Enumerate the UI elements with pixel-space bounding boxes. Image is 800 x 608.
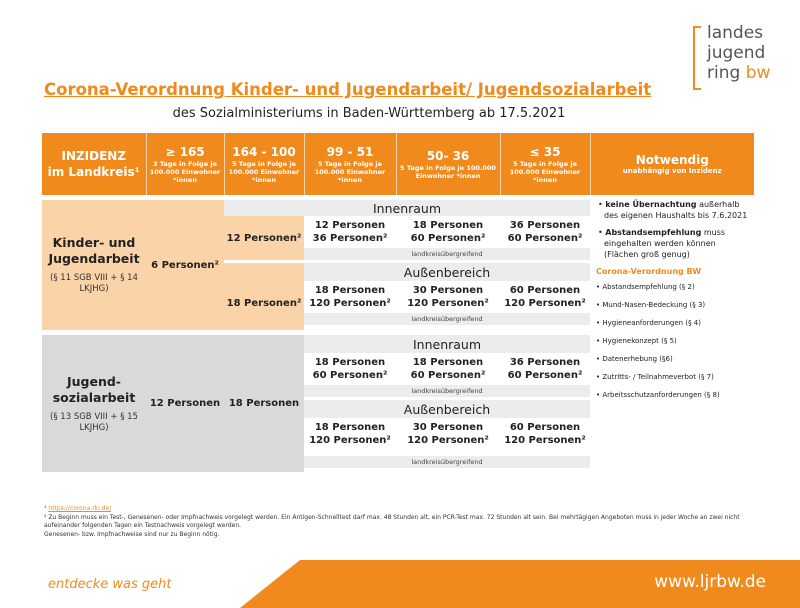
kinder-outer-cell <box>396 281 500 313</box>
footer-url[interactable]: www.ljrbw.de <box>654 572 766 592</box>
logo-line-1: landes <box>707 23 764 43</box>
header-landkreis-label: im Landkreis¹ <box>47 165 140 179</box>
header-notwendig <box>590 133 754 195</box>
sozial-col-100: 18 Personen <box>224 335 304 472</box>
kinder-section-label <box>42 200 146 330</box>
header-value: 99 - 51 <box>326 144 374 159</box>
cv-item: • Mund-Nasen-Bedeckung (§ 3) <box>596 301 706 309</box>
kinder-inner-cell <box>500 216 590 248</box>
cv-item: • Abstandsempfehlung (§ 2) <box>596 283 695 291</box>
cv-item: • Hygienekonzept (§ 5) <box>596 337 677 345</box>
sozial-outer-cell <box>396 418 500 450</box>
footnote-3: Genesenen- bzw. Impfnachweise sind nur zu Beginn nötig. <box>44 530 220 538</box>
rules-table <box>42 133 754 472</box>
landkreis-label: landkreisübergreifend <box>304 456 590 468</box>
header-value: 50- 36 <box>426 148 470 163</box>
persons-b: 36 Personen² <box>312 233 388 244</box>
cv-item: • Arbeitsschutzanforderungen (§ 8) <box>596 391 720 399</box>
sozial-inner-cell <box>396 353 500 385</box>
persons-a: 60 Personen <box>509 422 581 433</box>
kinder-aussen-title: Außenbereich <box>304 263 590 281</box>
logo-bw: bw <box>745 63 771 83</box>
header-inzidenz <box>42 133 146 195</box>
persons-a: 36 Personen <box>509 357 581 368</box>
persons-b: 120 Personen² <box>309 298 391 309</box>
header-col-51 <box>304 133 396 195</box>
cv-item-text: Datenerhebung (§6) <box>602 355 673 363</box>
sozial-inner-cell <box>304 353 396 385</box>
header-detail: 5 Tage in Folge je 100.000 Einwohner *innen <box>400 163 496 180</box>
persons-b: 60 Personen² <box>410 370 486 381</box>
kinder-inner-cell <box>396 216 500 248</box>
logo-ring: ring <box>707 63 741 83</box>
persons-a: 30 Personen <box>412 285 484 296</box>
landkreis-label: landkreisübergreifend <box>304 248 590 260</box>
header-value: 164 - 100 <box>232 144 296 159</box>
header-detail: 5 Tage in Folge je 100.000 Einwohner *innen <box>228 159 300 184</box>
header-row <box>42 133 754 195</box>
footer-slogan: entdecke was geht <box>48 577 172 592</box>
persons-a: 18 Personen <box>412 220 484 231</box>
sozial-inner-cell <box>500 353 590 385</box>
footnote-1-number: ¹ <box>44 505 47 512</box>
persons-b: 60 Personen² <box>312 370 388 381</box>
rki-link[interactable]: https://corona.rki.de/ <box>48 505 112 512</box>
cv-item-text: Zutritts- / Teilnahmeverbot (§ 7) <box>602 373 714 381</box>
cv-item-text: Hygieneanforderungen (§ 4) <box>602 319 701 327</box>
persons-a: 18 Personen <box>412 357 484 368</box>
persons-b: 120 Personen² <box>407 435 489 446</box>
header-col-35 <box>500 133 590 195</box>
rule-distance-text: muss eingehalten werden können (Flächen groß genug) <box>604 228 726 259</box>
logo-line-3 <box>707 64 770 82</box>
logo-line-2: jugend <box>707 43 766 63</box>
persons-b: 120 Personen² <box>407 298 489 309</box>
cv-item: • Hygieneanforderungen (§ 4) <box>596 319 701 327</box>
kinder-law: (§ 11 SGB VIII + § 14 LKJHG) <box>50 273 138 294</box>
ljr-logo <box>693 20 773 95</box>
header-col-165 <box>146 133 224 195</box>
sozial-outer-cell <box>500 418 590 450</box>
header-inzidenz-label: INZIDENZ <box>61 149 127 163</box>
persons-b: 120 Personen² <box>504 298 586 309</box>
header-notwendig-title: Notwendig <box>635 153 709 167</box>
cv-item-text: Arbeitsschutzanforderungen (§ 8) <box>602 391 720 399</box>
kinder-outer-col-100: 18 Personen² <box>224 281 304 325</box>
rule-no-overnight-text: außerhalb des eigenen Haushalts bis 7.6.2021 <box>604 200 748 220</box>
sozial-section-label <box>42 335 146 472</box>
persons-b: 120 Personen² <box>309 435 391 446</box>
sozial-outer-cell <box>304 418 396 450</box>
cv-item: • Datenerhebung (§6) <box>596 355 673 363</box>
sozial-innenraum-title: Innenraum <box>304 335 590 353</box>
persons-b: 120 Personen² <box>504 435 586 446</box>
page-title: Corona-Verordnung Kinder- und Jugendarbeit/ Jugendsozialarbeit <box>44 80 652 99</box>
kinder-col-165: 6 Personen² <box>146 200 224 330</box>
header-detail: 3 Tage in Folge je 100.000 Einwohner *innen <box>149 159 221 184</box>
kinder-innenraum-title: Innenraum <box>224 200 590 216</box>
cv-item-text: Mund-Nasen-Bedeckung (§ 3) <box>602 301 706 309</box>
persons-a: 18 Personen <box>314 357 386 368</box>
header-notwendig-sub: unabhängig von Inzidenz <box>622 167 722 175</box>
header-value: ≤ 35 <box>529 144 561 159</box>
page-subtitle: des Sozialministeriums in Baden-Württemberg ab 17.5.2021 <box>172 106 566 121</box>
rule-no-overnight: • keine Übernachtung außerhalb des eigenen Haushalts bis 7.6.2021 <box>598 200 748 220</box>
header-detail: 5 Tage in Folge je 100.000 Einwohner *innen <box>314 159 386 184</box>
logo-bracket <box>693 26 701 90</box>
persons-b: 60 Personen² <box>507 370 583 381</box>
footer-band <box>300 560 800 608</box>
kinder-aussen-peach-spacer <box>224 263 304 281</box>
rule-distance-bold: Abstandsempfehlung <box>605 228 702 237</box>
cv-item: • Zutritts- / Teilnahmeverbot (§ 7) <box>596 373 714 381</box>
footnote-2: ² Zu Beginn muss ein Test-, Genesenen- oder Impfnachweis vorgelegt werden. Ein Antigen-Schnelltest darf max. 48 Stunden alt, ein PCR-Test max. 72 Stunden alt sein. Bei mehrtägigen Angeboten muss in jeder Woche an zwei nicht aufeinander folgenden Tagen ein Testnachweis vorgelegt werden. <box>44 513 740 529</box>
header-col-36 <box>396 133 500 195</box>
footnotes <box>44 505 744 539</box>
kinder-outer-cell <box>304 281 396 313</box>
header-detail: 5 Tage in Folge je 100.000 Einwohner *innen <box>509 159 581 184</box>
landkreis-label: landkreisübergreifend <box>304 385 590 397</box>
sozial-aussen-title: Außenbereich <box>304 400 590 418</box>
footnote-1 <box>44 505 744 514</box>
persons-a: 12 Personen <box>314 220 386 231</box>
persons-b: 60 Personen² <box>507 233 583 244</box>
persons-a: 36 Personen <box>509 220 581 231</box>
sozial-col-165: 12 Personen <box>146 335 224 472</box>
header-col-100 <box>224 133 304 195</box>
kinder-inner-cell <box>304 216 396 248</box>
cv-item-text: Hygienekonzept (§ 5) <box>602 337 677 345</box>
persons-b: 60 Personen² <box>410 233 486 244</box>
landkreis-label: landkreisübergreifend <box>304 313 590 325</box>
cv-item-text: Abstandsempfehlung (§ 2) <box>602 283 695 291</box>
persons-a: 18 Personen <box>314 422 386 433</box>
persons-a: 60 Personen <box>509 285 581 296</box>
header-value: ≥ 165 <box>165 144 205 159</box>
kinder-inner-col-100: 12 Personen² <box>224 216 304 260</box>
kinder-outer-cell <box>500 281 590 313</box>
persons-a: 18 Personen <box>314 285 386 296</box>
persons-a: 30 Personen <box>412 422 484 433</box>
rule-distance: • Abstandsempfehlung muss eingehalten werden können (Flächen groß genug) <box>598 228 726 259</box>
rule-no-overnight-bold: keine Übernachtung <box>605 200 697 209</box>
sozial-law: (§ 13 SGB VIII + § 15 LKJHG) <box>50 411 138 433</box>
kinder-title: Kinder- und Jugendarbeit <box>48 235 140 266</box>
corona-verordnung-heading: Corona-Verordnung BW <box>596 267 702 276</box>
right-panel <box>590 195 754 472</box>
sozial-title: Jugend- sozialarbeit <box>52 373 136 405</box>
